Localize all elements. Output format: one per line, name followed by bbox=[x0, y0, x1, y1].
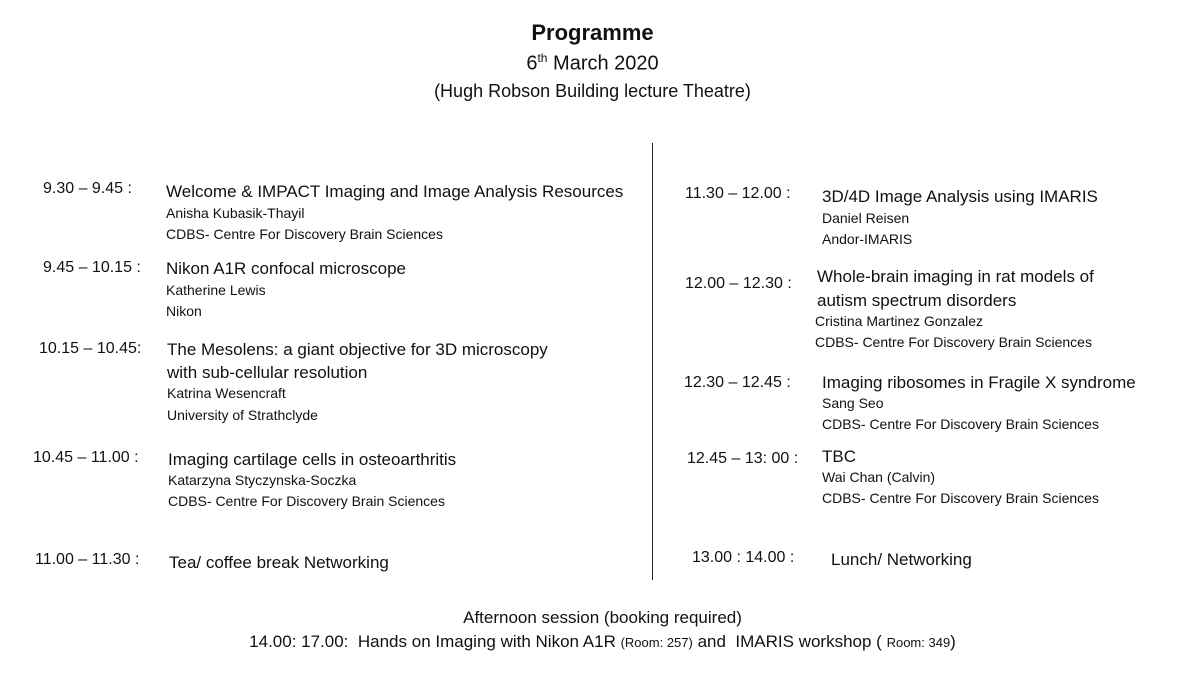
speaker-affiliation: University of Strathclyde bbox=[167, 407, 318, 423]
speaker-affiliation: CDBS- Centre For Discovery Brain Sciences bbox=[168, 493, 445, 509]
speaker-name: Daniel Reisen bbox=[822, 210, 910, 226]
event-venue: (Hugh Robson Building lecture Theatre) bbox=[434, 81, 751, 101]
talk-title-line-2: with sub-cellular resolution bbox=[167, 363, 368, 382]
talk-title: 3D/4D Image Analysis using IMARIS bbox=[822, 187, 1098, 206]
afternoon-session-details bbox=[0, 632, 1200, 652]
break-title: Tea/ coffee break Networking bbox=[169, 553, 389, 572]
schedule-time: 13.00 : 14.00 : bbox=[692, 549, 795, 566]
schedule-time: 10.15 – 10.45: bbox=[39, 340, 142, 357]
column-divider bbox=[652, 143, 653, 580]
speaker-name: Sang Seo bbox=[822, 395, 884, 411]
talk-title: Nikon A1R confocal microscope bbox=[166, 259, 407, 278]
break-title: Lunch/ Networking bbox=[831, 550, 972, 569]
speaker-name: Cristina Martinez Gonzalez bbox=[815, 313, 984, 329]
room-257: (Room: 257) bbox=[620, 635, 693, 650]
speaker-name: Anisha Kubasik-Thayil bbox=[166, 205, 305, 221]
workshop-nikon: Hands on Imaging with Nikon A1R bbox=[357, 632, 616, 651]
speaker-affiliation: CDBS- Centre For Discovery Brain Sciences bbox=[815, 334, 1092, 350]
speaker-affiliation: CDBS- Centre For Discovery Brain Sciences bbox=[166, 226, 443, 242]
talk-title: Welcome & IMPACT Imaging and Image Analysis Resources bbox=[166, 182, 624, 201]
schedule-time: 9.45 – 10.15 : bbox=[43, 259, 141, 276]
event-date bbox=[0, 51, 1185, 76]
page-title: Programme bbox=[531, 20, 654, 45]
speaker-name: Wai Chan (Calvin) bbox=[822, 469, 936, 485]
speaker-affiliation: CDBS- Centre For Discovery Brain Sciences bbox=[822, 490, 1099, 506]
schedule-time: 12.30 – 12.45 : bbox=[684, 374, 791, 391]
schedule-time: 12.45 – 13: 00 : bbox=[687, 450, 799, 467]
afternoon-session-heading: Afternoon session (booking required) bbox=[463, 608, 742, 627]
talk-title-line-2: autism spectrum disorders bbox=[817, 291, 1017, 310]
schedule-time: 11.00 – 11.30 : bbox=[35, 551, 140, 568]
schedule-time: 10.45 – 11.00 : bbox=[33, 449, 139, 466]
afternoon-time: 14.00: 17.00: bbox=[249, 632, 349, 651]
and-text: and bbox=[697, 632, 726, 651]
talk-title: Whole-brain imaging in rat models of bbox=[817, 267, 1094, 286]
workshop-imaris: IMARIS workshop ( bbox=[735, 632, 882, 651]
talk-title: Imaging cartilage cells in osteoarthritis bbox=[168, 450, 457, 469]
date-suffix: th bbox=[537, 51, 548, 65]
close-paren: ) bbox=[950, 632, 956, 651]
talk-title: Imaging ribosomes in Fragile X syndrome bbox=[822, 373, 1136, 392]
speaker-affiliation: Nikon bbox=[166, 303, 202, 319]
date-day: 6 bbox=[526, 52, 538, 75]
room-349: Room: 349 bbox=[886, 635, 951, 650]
speaker-name: Katrina Wesencraft bbox=[167, 385, 286, 401]
speaker-name: Katherine Lewis bbox=[166, 282, 266, 298]
schedule-time: 11.30 – 12.00 : bbox=[685, 185, 791, 202]
date-month-year: March 2020 bbox=[547, 52, 659, 75]
speaker-affiliation: Andor-IMARIS bbox=[822, 231, 913, 247]
speaker-name: Katarzyna Styczynska-Soczka bbox=[168, 472, 357, 488]
schedule-time: 9.30 – 9.45 : bbox=[43, 180, 132, 197]
schedule-time: 12.00 – 12.30 : bbox=[685, 275, 792, 292]
speaker-affiliation: CDBS- Centre For Discovery Brain Sciences bbox=[822, 416, 1099, 432]
talk-title: TBC bbox=[822, 447, 856, 466]
talk-title: The Mesolens: a giant objective for 3D microscopy bbox=[167, 340, 548, 359]
